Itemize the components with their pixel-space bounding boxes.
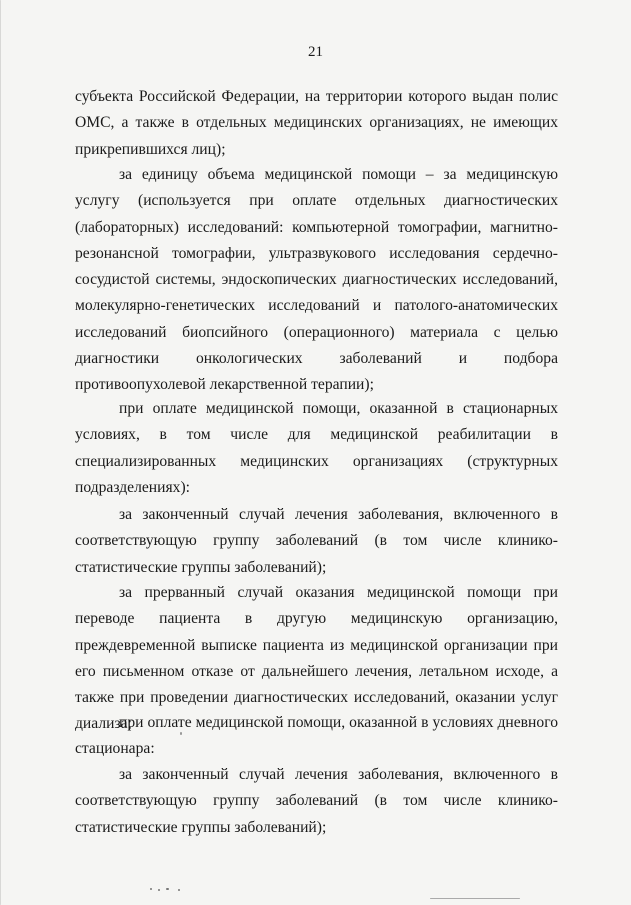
scan-speck — [178, 889, 180, 891]
paragraph-7: за законченный случай лечения заболевания, включенного в соответствующую группу заболеваний (в том числе клинико-статистические группы заболеваний); — [75, 766, 558, 836]
paragraph-2: за единицу объема медицинской помощи – за медицинскую услугу (используется при оплате отдельных диагностических (лабораторных) исследований: компьютерной томографии, магнитно-резонансной томографии, ультразвукового исследования сердечно-сосудистой системы, эндоскопических диагностических исследований, молекулярно-генетических исследований и патолого-анатомических исследований биопсийного (операционного) материала с целью диагностики онкологических заболеваний и подбора противоопухолевой лекарственной терапии); — [75, 166, 558, 394]
scan-speck — [158, 889, 160, 891]
paragraph-6: при оплате медицинской помощи, оказанной в условиях дневного стационара: — [75, 714, 558, 758]
scan-speck — [166, 888, 169, 890]
scan-smudge — [430, 898, 520, 899]
scan-speck — [180, 732, 182, 735]
paragraph-3: при оплате медицинской помощи, оказанной в стационарных условиях, в том числе для медицинской реабилитации в специализированных медицинских организациях (структурных подразделениях): — [75, 400, 558, 496]
page-number: 21 — [308, 44, 323, 60]
scan-left-edge — [0, 0, 1, 905]
paragraph-1: субъекта Российской Федерации, на территории которого выдан полис ОМС, а также в отдельных медицинских организациях, не имеющих прикрепившихся лиц); — [75, 88, 558, 158]
paragraph-5: за прерванный случай оказания медицинской помощи при переводе пациента в другую медицинскую организацию, преждевременной выписке пациента из медицинской организации при его письменном отказе от дальнейшего лечения, летальном исходе, а также при проведении диагностических исследований, оказании услуг диализа; — [75, 584, 558, 733]
paragraph-4: за законченный случай лечения заболевания, включенного в соответствующую группу заболеваний (в том числе клинико-статистические группы заболеваний); — [75, 506, 558, 576]
scan-speck — [150, 888, 152, 890]
